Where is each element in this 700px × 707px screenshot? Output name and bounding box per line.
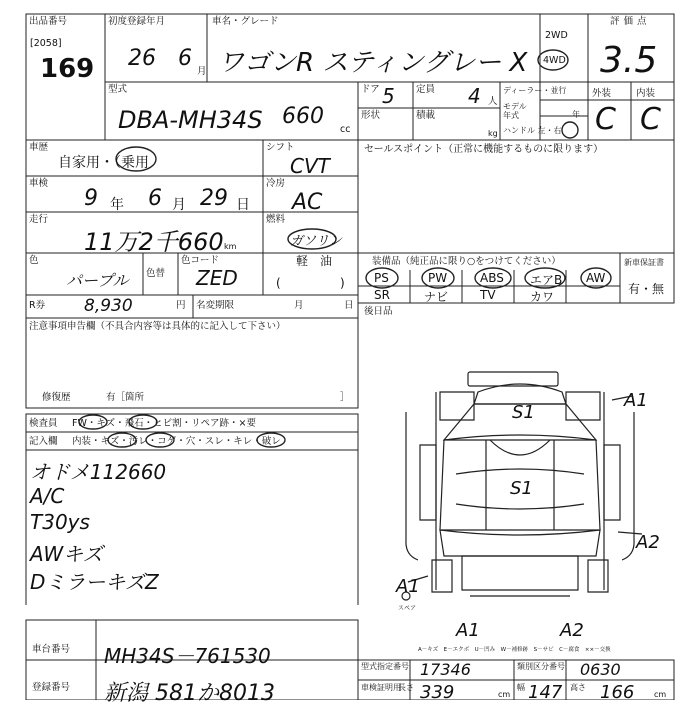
doors-label: ドア bbox=[361, 84, 380, 95]
cat-label: 類別区分番号 bbox=[517, 662, 565, 671]
repair-value: 有［箇所 bbox=[106, 392, 145, 403]
equip-pw: PW bbox=[428, 271, 448, 285]
paren-right: ) bbox=[340, 276, 345, 290]
height-value: 166 bbox=[600, 682, 635, 703]
note-mirror: DミラーキズZ bbox=[30, 570, 159, 594]
cm-unit-1: cm bbox=[498, 690, 511, 699]
history-value: 自家用・（乗用 bbox=[58, 155, 149, 171]
length-value: 339 bbox=[420, 682, 455, 703]
equip-tv: TV bbox=[480, 288, 496, 302]
shift-label: シフト bbox=[266, 142, 295, 153]
color-value: パープル bbox=[66, 271, 129, 290]
repair-label: 修復歴 bbox=[42, 392, 71, 403]
ac-value: AC bbox=[292, 190, 323, 215]
cc-unit: cc bbox=[340, 124, 351, 135]
first-reg-label: 初度登録年月 bbox=[108, 16, 166, 27]
exterior-label: 外装 bbox=[592, 88, 612, 99]
handle-label: ハンドル 左・右 bbox=[503, 126, 562, 135]
reg-month: 6 bbox=[178, 46, 192, 71]
doors-value: 5 bbox=[382, 84, 395, 108]
exterior-grade: C bbox=[595, 102, 616, 137]
mark-a2-front-right: A2 bbox=[636, 532, 660, 553]
model-label: 車名・グレード bbox=[212, 16, 279, 27]
equip-airbag: エアB bbox=[530, 273, 563, 287]
reg-value: 新潟 581か8013 bbox=[104, 681, 275, 706]
mileage-label: 走行 bbox=[29, 214, 49, 225]
note-ac: A/C bbox=[30, 484, 65, 508]
inspection-label: 車検 bbox=[29, 178, 49, 189]
ac-label: 冷房 bbox=[266, 178, 286, 189]
dealer-label: ディーラー・並行 bbox=[503, 86, 567, 95]
mark-a1-bumper: A1 bbox=[456, 620, 480, 641]
note-aw: AWキズ bbox=[30, 542, 103, 566]
equip-leather: カワ bbox=[530, 290, 555, 304]
interior-grade: C bbox=[640, 102, 661, 137]
fuel-other: 軽 油 bbox=[296, 254, 333, 268]
r-label: R券 bbox=[29, 300, 46, 311]
mileage-value: 11万2千660 bbox=[84, 228, 224, 256]
mark-s1-roof: S1 bbox=[512, 402, 535, 423]
mark-s1-hood: S1 bbox=[510, 478, 533, 499]
r-value: 8,930 bbox=[84, 296, 133, 316]
cm-unit-2: cm bbox=[654, 690, 667, 699]
model-year-label: モデル年式 bbox=[503, 102, 527, 120]
inspector-items: FW・キズ・飛石・ヒビ割・リペア跡・×要 bbox=[72, 418, 256, 429]
equip-aw: AW bbox=[586, 271, 606, 285]
note-odometer: オドメ112660 bbox=[30, 460, 167, 484]
lot-number: 169 bbox=[40, 54, 95, 84]
year-suffix: 年 bbox=[572, 110, 580, 119]
fuel-value: ガソリン bbox=[290, 234, 343, 249]
spare-label: スペア bbox=[398, 605, 417, 612]
displacement: 660 bbox=[282, 104, 324, 129]
paren-left: ( bbox=[276, 276, 281, 290]
drive-4wd: 4WD bbox=[543, 55, 566, 66]
yen-label: 円 bbox=[176, 300, 186, 311]
type-label: 型式 bbox=[108, 84, 128, 95]
interior-label: 内装 bbox=[636, 88, 656, 99]
caution-label: 注意事項申告欄（不具合内容等は具体的に記入して下さい） bbox=[29, 321, 286, 332]
type-value: DBA-MH34S bbox=[118, 106, 263, 134]
insp-year: 9 bbox=[84, 186, 98, 211]
equip-navi: ナビ bbox=[424, 290, 449, 304]
note-t30: T30ys bbox=[30, 510, 90, 534]
day-char: 日 bbox=[236, 197, 250, 213]
history-label: 車歴 bbox=[29, 142, 49, 153]
capacity-label: 定員 bbox=[416, 84, 436, 95]
width-label: 幅 bbox=[517, 683, 525, 692]
color-code-label: 色コード bbox=[181, 255, 220, 266]
chassis-value: MH34S－761530 bbox=[104, 644, 271, 668]
km-unit: km bbox=[224, 242, 237, 251]
warranty-label: 新車保証書 bbox=[624, 258, 664, 267]
after-label: 後日品 bbox=[364, 306, 393, 317]
rating-label: 評価点 bbox=[610, 16, 651, 27]
code: [2058] bbox=[30, 38, 62, 49]
drive-2wd: 2WD bbox=[545, 30, 568, 41]
reg-year: 26 bbox=[128, 46, 156, 71]
width-value: 147 bbox=[528, 682, 563, 703]
form-label: 型式指定番号 bbox=[361, 662, 409, 671]
rating-value: 3.5 bbox=[600, 40, 658, 81]
month-char: 月 bbox=[172, 197, 186, 213]
insp-day: 29 bbox=[200, 186, 228, 211]
insp-month: 6 bbox=[148, 186, 162, 211]
model-name: ワゴンR スティングレー X bbox=[218, 48, 528, 78]
cert-label: 車検証明用 bbox=[361, 683, 401, 692]
height-label: 高さ bbox=[570, 683, 586, 692]
warranty-value: 有・無 bbox=[628, 282, 665, 296]
chassis-label: 車台番号 bbox=[32, 644, 71, 655]
equip-sr: SR bbox=[374, 288, 390, 302]
repair-bracket: ］ bbox=[340, 392, 350, 403]
color-label: 色 bbox=[29, 255, 39, 266]
entry-label: 記入欄 bbox=[29, 436, 58, 447]
meigi-day: 日 bbox=[344, 300, 354, 311]
year-char: 年 bbox=[110, 197, 124, 213]
month-suffix: 月 bbox=[197, 66, 207, 77]
meigi-label: 名変期限 bbox=[196, 300, 235, 311]
color-code-value: ZED bbox=[196, 266, 238, 290]
damage-legend: A－キズ E－エクボ U－凹み W－補修跡 S－サビ C－腐食 ××－交換 bbox=[418, 647, 611, 653]
equipment-label: 装備品（純正品に限り○をつけてください） bbox=[372, 256, 561, 267]
reg-label: 登録番号 bbox=[32, 682, 71, 693]
sales-point-label: セールスポイント（正常に機能するものに限ります） bbox=[364, 144, 604, 155]
capacity-value: 4 bbox=[468, 84, 481, 108]
equip-abs: ABS bbox=[480, 271, 504, 285]
shape-label: 形状 bbox=[361, 110, 381, 121]
capacity-unit: 人 bbox=[488, 96, 498, 107]
form-value: 17346 bbox=[420, 660, 471, 679]
inspector-label: 検査員 bbox=[29, 418, 58, 429]
color-change-label: 色替 bbox=[146, 268, 166, 279]
shift-value: CVT bbox=[290, 154, 330, 178]
fuel-label: 燃料 bbox=[266, 214, 286, 225]
meigi-month: 月 bbox=[294, 300, 304, 311]
lot-label: 出品番号 bbox=[29, 16, 68, 27]
length-label: 長さ bbox=[398, 683, 414, 692]
mark-a1-rear-right: A1 bbox=[624, 390, 648, 411]
mark-a2-bumper: A2 bbox=[560, 620, 584, 641]
equip-ps: PS bbox=[374, 271, 389, 285]
entry-items: 内装・キズ・汚レ・コゲ・穴・スレ・キレ・破レ bbox=[72, 436, 281, 447]
mark-a1-front-left: A1 bbox=[396, 576, 420, 597]
kg-unit: kg bbox=[488, 129, 498, 138]
cat-value: 0630 bbox=[580, 660, 621, 679]
load-label: 積載 bbox=[416, 110, 436, 121]
